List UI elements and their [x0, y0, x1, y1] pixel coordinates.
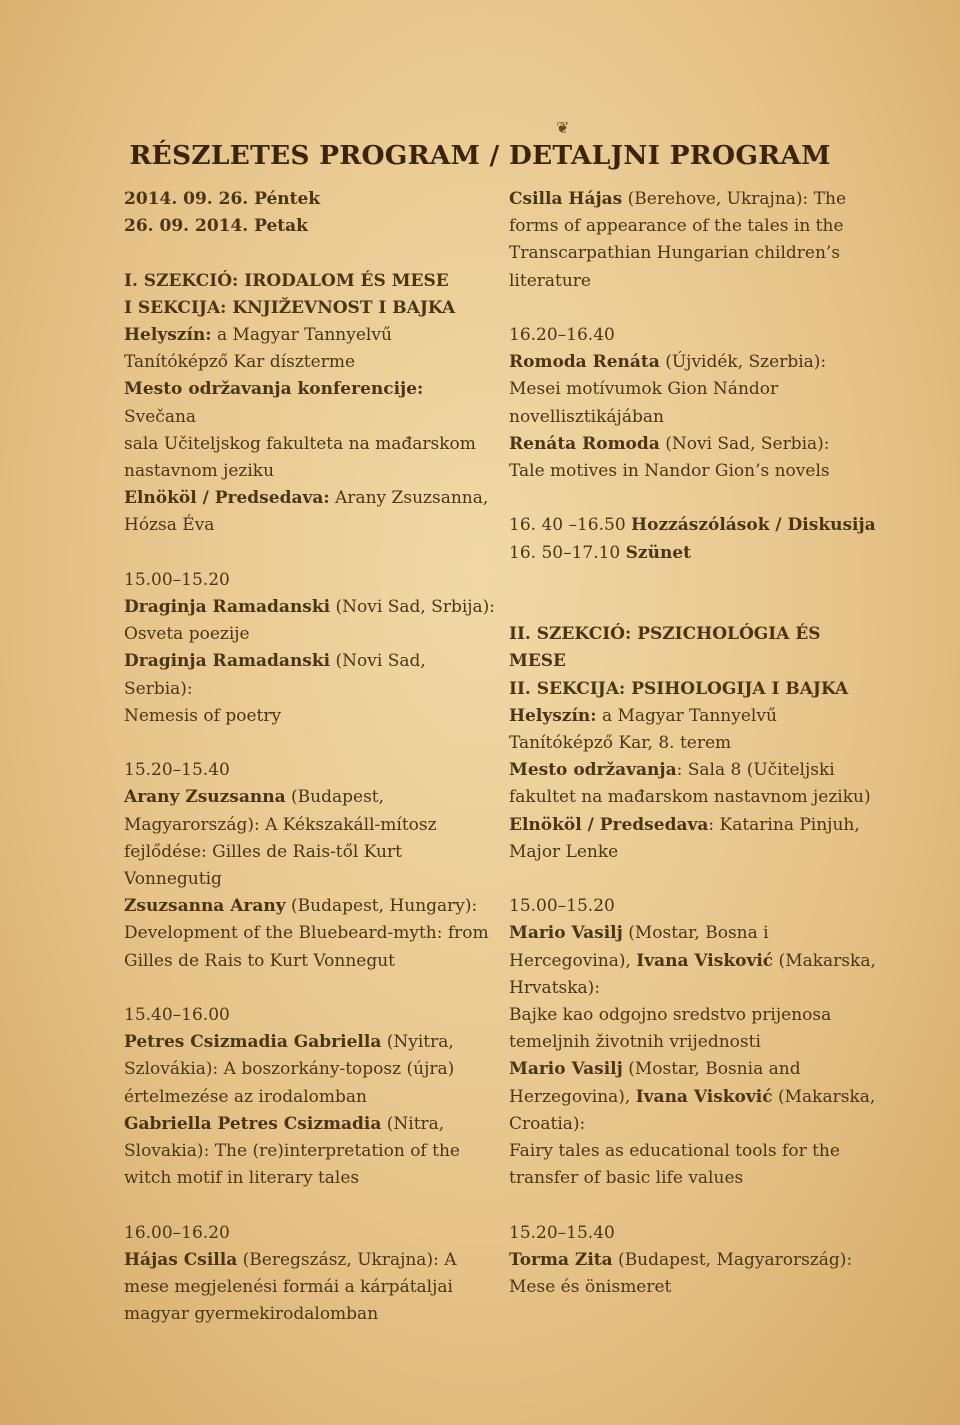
speaker: Gabriella Petres Csizmadia (Nitra,	[124, 1113, 445, 1134]
speaker: Hájas Csilla (Beregszász, Ukrajna): A	[124, 1249, 457, 1270]
venue-sr-line: fakultet na mađarskom nastavnom jeziku)	[509, 787, 871, 808]
right-column	[509, 186, 909, 1301]
speaker: Herzegovina), Ivana Visković (Makarska,	[509, 1086, 876, 1107]
talk-title: Mese és önismeret	[509, 1277, 672, 1298]
venue-hu: Helyszín: a Magyar Tannyelvű	[124, 325, 392, 345]
time-slot: 15.20–15.40	[124, 760, 230, 781]
talk-text: magyar gyermekirodalomban	[124, 1304, 379, 1325]
speaker: Mario Vasilj (Mostar, Bosna i	[509, 923, 769, 944]
section-heading-sr: I SEKCIJA: KNJIŽEVNOST I BAJKA	[124, 297, 456, 318]
break-slot: 16. 50–17.10 Szünet	[509, 542, 691, 563]
talk-text: értelmezése az irodalomban	[124, 1086, 367, 1107]
talk-title: transfer of basic life values	[509, 1168, 744, 1189]
talk-text: mese megjelenési formái a kárpátaljai	[124, 1277, 453, 1298]
speaker: Torma Zita (Budapest, Magyarország):	[509, 1249, 853, 1270]
talk-text: Vonnegutig	[124, 869, 222, 890]
page-title: RÉSZLETES PROGRAM / DETALJNI PROGRAM	[129, 140, 831, 171]
section2-heading-hu-line: MESE	[509, 651, 567, 672]
talk-text: Hrvatska):	[509, 977, 601, 998]
chair: Elnököl / Predsedava: Arany Zsuzsanna,	[124, 488, 489, 509]
talk-text: Transcarpathian Hungarian children’s	[509, 243, 841, 264]
venue-hu-line: Tanítóképző Kar, 8. terem	[509, 733, 732, 753]
speaker: Draginja Ramadanski (Novi Sad, Serbia):	[124, 651, 426, 699]
section-heading-hu: I. SZEKCIÓ: IRODALOM ÉS MESE	[124, 270, 449, 291]
talk-text: Slovakia): The (re)interpretation of the	[124, 1141, 460, 1162]
time-slot: 15.20–15.40	[509, 1222, 615, 1243]
speaker: Draginja Ramadanski (Novi Sad, Srbija):	[124, 597, 496, 618]
speaker: Arany Zsuzsanna (Budapest,	[124, 787, 385, 808]
talk-title: Osveta poezije	[124, 624, 250, 645]
speaker: Petres Csizmadia Gabriella (Nyitra,	[124, 1032, 454, 1053]
talk-text: Mesei motívumok Gion Nándor	[509, 379, 779, 400]
time-slot: 15.40–16.00	[124, 1005, 230, 1026]
talk-text: Magyarország): A Kékszakáll-mítosz	[124, 814, 437, 835]
talk-title: Nemesis of poetry	[124, 705, 282, 726]
section2-heading-hu: II. SZEKCIÓ: PSZICHOLÓGIA ÉS	[509, 624, 821, 645]
discussion-slot: 16. 40 –16.50 Hozzászólások / Diskusija	[509, 515, 876, 536]
chair-line: Hózsa Éva	[124, 515, 215, 536]
talk-text: Croatia):	[509, 1113, 586, 1134]
talk-title: temeljnih životnih vrijednosti	[509, 1032, 761, 1053]
section2-heading-sr: II. SEKCIJA: PSIHOLOGIJA I BAJKA	[509, 678, 849, 699]
talk-title: Bajke kao odgojno sredstvo prijenosa	[509, 1005, 832, 1026]
talk-text: novellisztikájában	[509, 406, 664, 427]
chair: Elnököl / Predsedava: Katarina Pinjuh,	[509, 814, 860, 835]
date-sr: 26. 09. 2014. Petak	[124, 216, 308, 237]
talk-text: witch motif in literary tales	[124, 1168, 360, 1189]
left-column	[124, 186, 496, 1328]
venue-sr-line: sala Učiteljskog fakulteta na mađarskom	[124, 433, 476, 454]
talk-text: fejlődése: Gilles de Rais-től Kurt	[124, 841, 402, 862]
speaker: Hercegovina), Ivana Visković (Makarska,	[509, 950, 876, 971]
time-slot: 16.20–16.40	[509, 325, 615, 345]
talk-text: Gilles de Rais to Kurt Vonnegut	[124, 950, 395, 971]
ornament-icon: ❦	[556, 118, 570, 137]
venue-hu-line: Tanítóképző Kar díszterme	[124, 352, 356, 373]
speaker: Zsuzsanna Arany (Budapest, Hungary):	[124, 896, 478, 917]
speaker: Csilla Hájas (Berehove, Ukrajna): The	[509, 189, 847, 209]
talk-text: literature	[509, 270, 591, 291]
time-slot: 15.00–15.20	[509, 896, 615, 917]
talk-text: Tale motives in Nandor Gion’s novels	[509, 461, 830, 482]
talk-text: Development of the Bluebeard-myth: from	[124, 923, 489, 944]
speaker: Romoda Renáta (Újvidék, Szerbia):	[509, 352, 827, 373]
venue-sr: Mesto održavanja: Sala 8 (Učiteljski	[509, 760, 835, 781]
talk-text: forms of appearance of the tales in the	[509, 216, 844, 237]
talk-text: Szlovákia): A boszorkány-toposz (újra)	[124, 1059, 455, 1080]
speaker: Renáta Romoda (Novi Sad, Serbia):	[509, 433, 830, 454]
venue-hu: Helyszín: a Magyar Tannyelvű	[509, 705, 777, 726]
chair-line: Major Lenke	[509, 841, 619, 862]
time-slot: 15.00–15.20	[124, 569, 230, 590]
time-slot: 16.00–16.20	[124, 1222, 230, 1243]
speaker: Mario Vasilj (Mostar, Bosnia and	[509, 1059, 801, 1080]
venue-sr-line: nastavnom jeziku	[124, 461, 275, 482]
venue-sr: Mesto održavanja konferencije: Svečana	[124, 379, 424, 427]
talk-title: Fairy tales as educational tools for the	[509, 1141, 840, 1162]
date-hu: 2014. 09. 26. Péntek	[124, 189, 321, 209]
